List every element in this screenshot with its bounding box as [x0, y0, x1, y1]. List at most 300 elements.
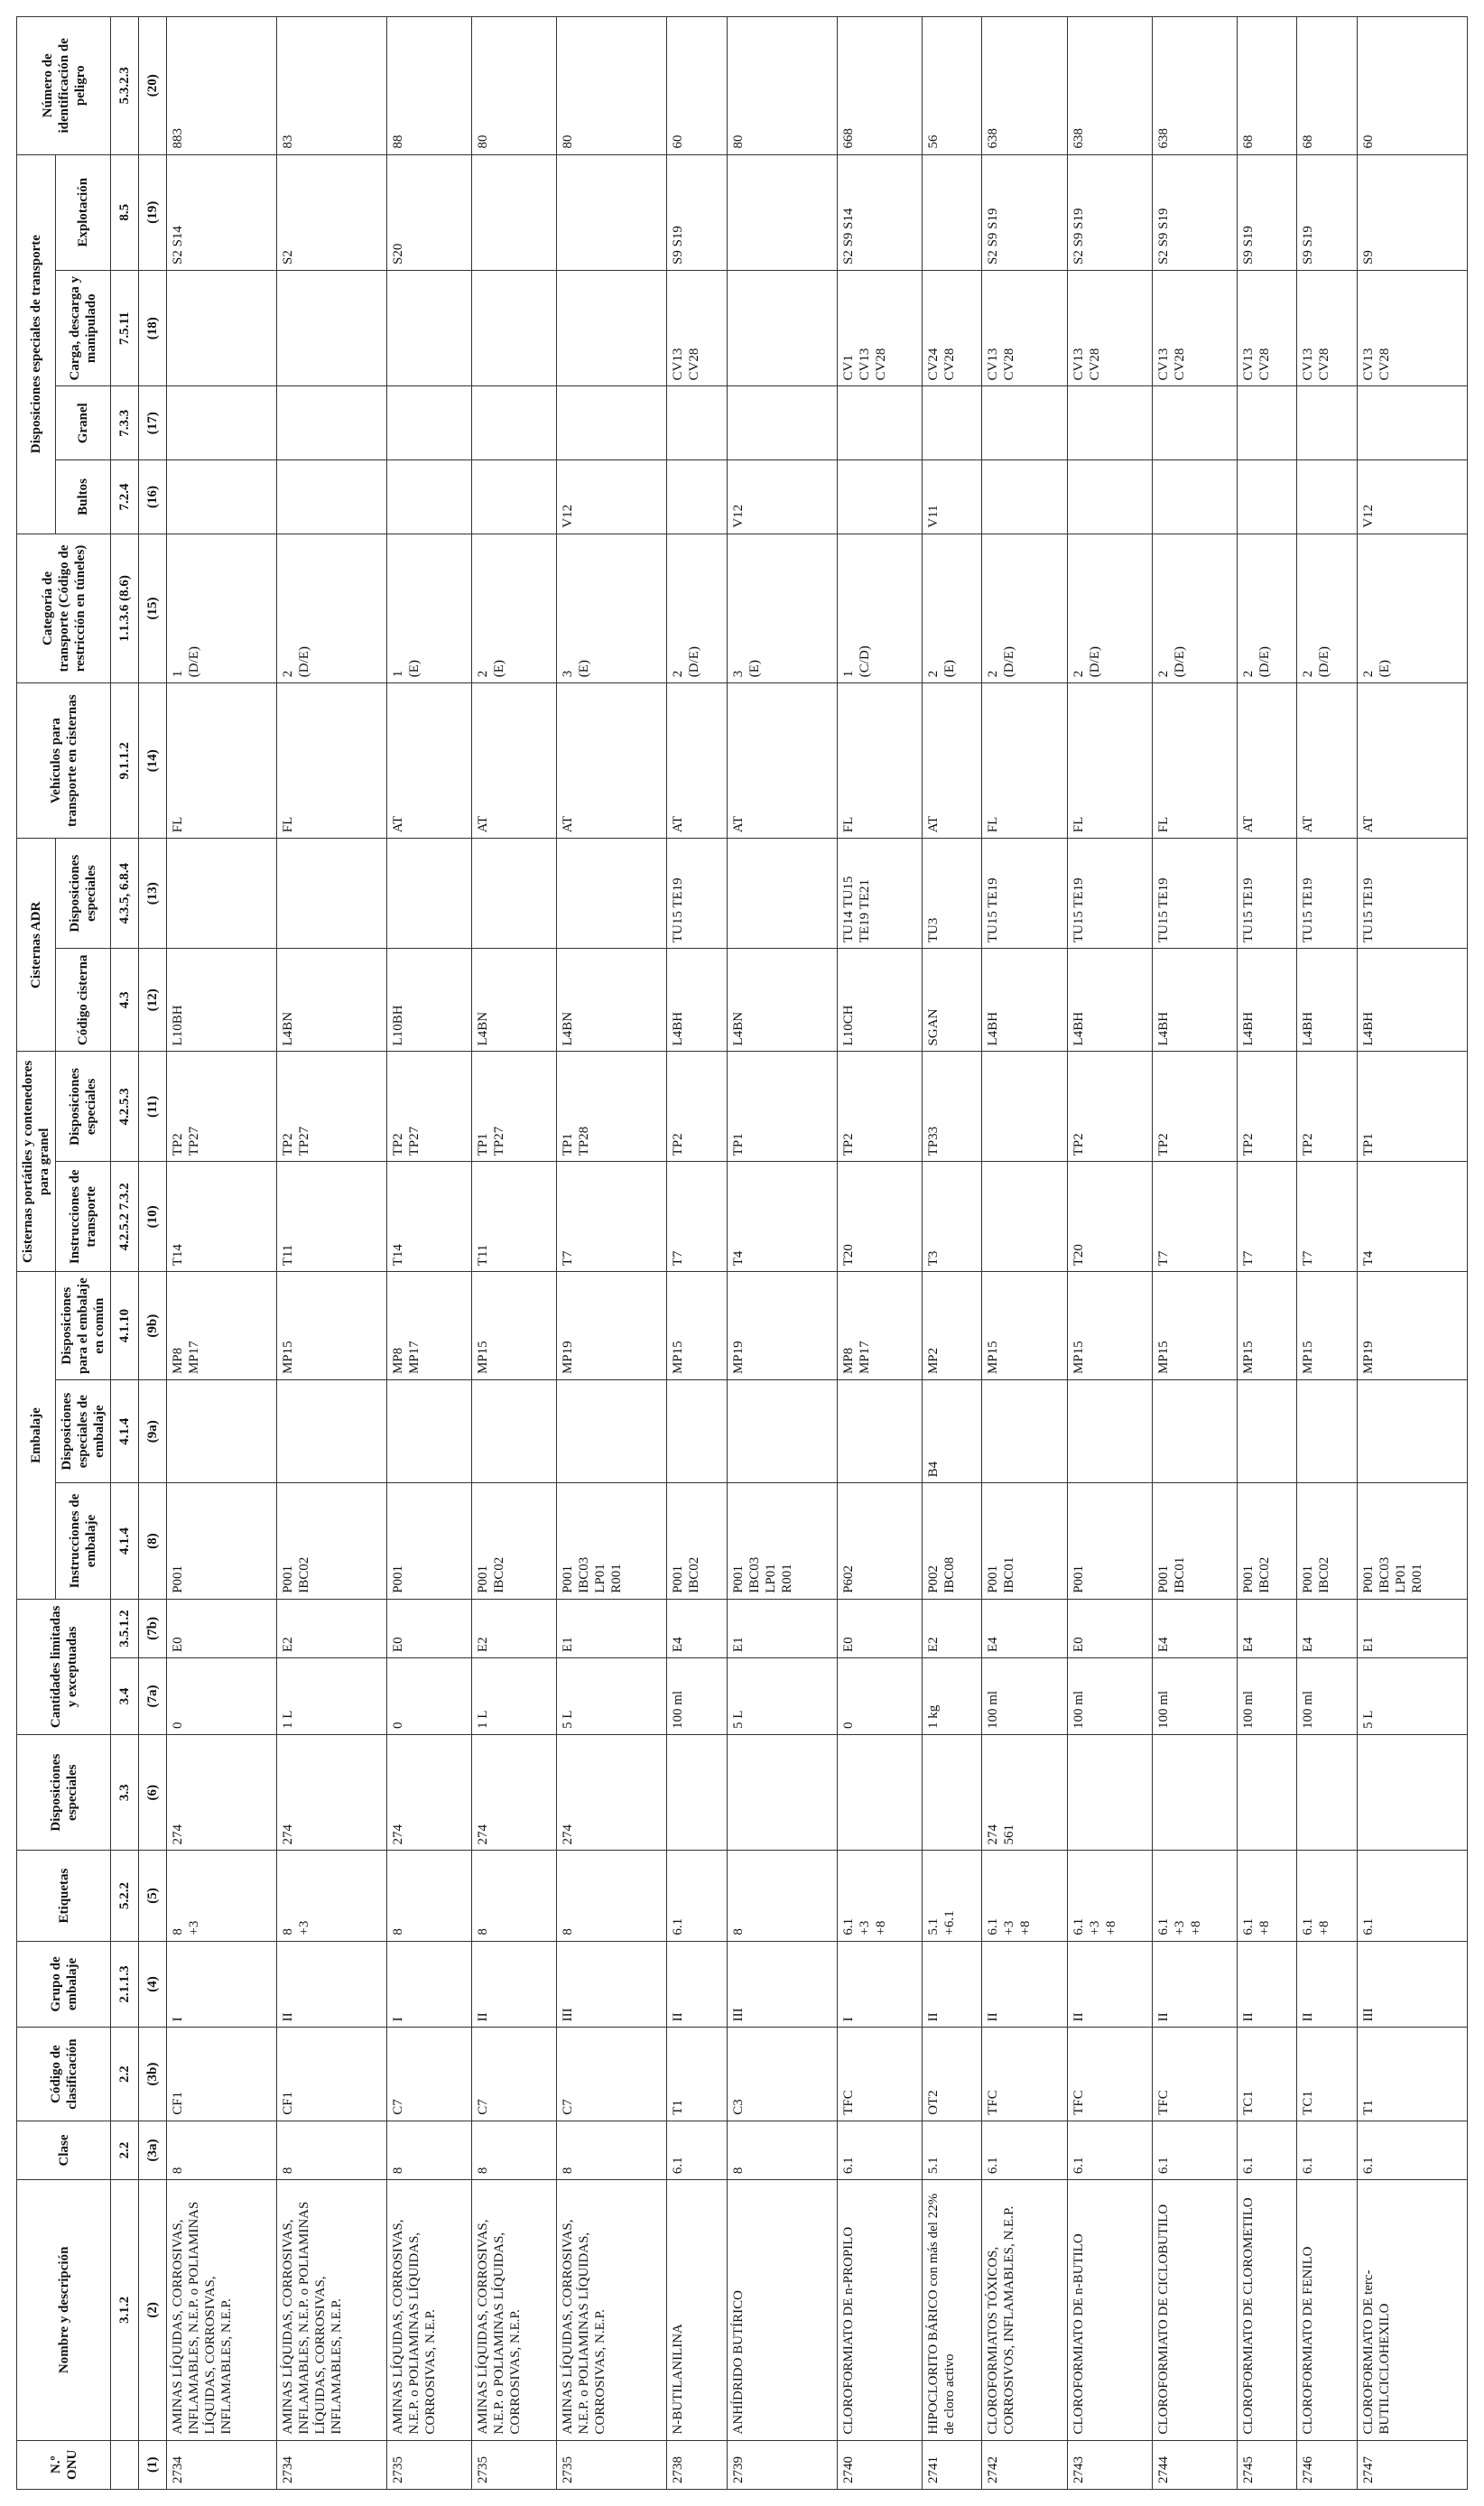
- table-cell: TU3: [923, 839, 982, 949]
- col-number-cell-12: (10): [139, 1162, 167, 1272]
- table-cell: E4: [667, 1599, 727, 1657]
- table-cell: E4: [1297, 1599, 1357, 1657]
- table-cell: 638: [982, 17, 1067, 155]
- table-row: [727, 17, 837, 2490]
- table-cell: 2734: [167, 2440, 277, 2489]
- table-cell: 8: [727, 1851, 837, 1941]
- table-cell: P001 IBC01: [1152, 1483, 1237, 1599]
- table-cell: P001 IBC01: [982, 1483, 1067, 1599]
- table-cell: 2735: [557, 2440, 667, 2489]
- table-cell: T4: [1357, 1162, 1467, 1272]
- table-cell: CF1: [277, 2028, 387, 2121]
- table-cell: 100 ml: [982, 1658, 1067, 1735]
- table-cell: [557, 839, 667, 949]
- table-cell: [923, 154, 982, 270]
- reference-row: [111, 17, 139, 2490]
- table-cell: MP8 MP17: [387, 1272, 472, 1380]
- header-pi: Instrucciones de embalaje: [56, 1483, 111, 1599]
- table-cell: [557, 386, 667, 460]
- table-cell: [277, 271, 387, 386]
- table-cell: CV1 CV13 CV28: [837, 271, 922, 386]
- table-cell: [387, 839, 472, 949]
- table-cell: AT: [667, 683, 727, 839]
- table-cell: T14: [387, 1162, 472, 1272]
- table-row: [1297, 17, 1357, 2490]
- table-cell: P002 IBC08: [923, 1483, 982, 1599]
- table-cell: T11: [472, 1162, 557, 1272]
- table-cell: [982, 460, 1067, 534]
- table-cell: [837, 460, 922, 534]
- table-cell: MP19: [727, 1272, 837, 1380]
- table-cell: P001 IBC02: [1238, 1483, 1297, 1599]
- col-number-cell-15: (13): [139, 839, 167, 949]
- table-cell: [557, 1380, 667, 1483]
- table-cell: 1 (C/D): [837, 534, 922, 682]
- header-packing: Embalaje: [17, 1272, 56, 1599]
- table-cell: 6.1: [1067, 2121, 1152, 2179]
- table-cell: S9: [1357, 154, 1467, 270]
- table-cell: 2 (D/E): [667, 534, 727, 682]
- ref-cell-15: 4.3.5, 6.8.4: [111, 839, 139, 949]
- col-number-cell-20: (18): [139, 271, 167, 386]
- table-cell: MP15: [1152, 1272, 1237, 1380]
- table-row: [1238, 17, 1297, 2490]
- table-cell: T7: [1152, 1162, 1237, 1272]
- table-cell: MP15: [1297, 1272, 1357, 1380]
- table-cell: AT: [557, 683, 667, 839]
- table-cell: L4BN: [727, 949, 837, 1052]
- table-cell: [1297, 1380, 1357, 1483]
- table-cell: II: [277, 1941, 387, 2028]
- table-cell: [1152, 1735, 1237, 1851]
- table-cell: 6.1: [1152, 2121, 1237, 2179]
- table-cell: L10BH: [387, 949, 472, 1052]
- dangerous-goods-table: [16, 16, 1468, 2490]
- table-cell: AT: [1357, 683, 1467, 839]
- table-cell: S2 S9 S19: [1067, 154, 1152, 270]
- table-cell: L4BH: [1152, 949, 1237, 1052]
- table-cell: 6.1 +8: [1297, 1851, 1357, 1941]
- table-cell: [1297, 1735, 1357, 1851]
- table-cell: P001 IBC02: [472, 1483, 557, 1599]
- table-cell: AMINAS LÍQUIDAS, CORROSIVAS, INFLAMABLES, N.E.P. o POLIAMINAS LÍQUIDAS, CORROSIVAS, INFLAMABLES, N.E.P.: [167, 2180, 277, 2440]
- table-cell: [1238, 386, 1297, 460]
- table-cell: L4BH: [1297, 949, 1357, 1052]
- table-cell: 638: [1067, 17, 1152, 155]
- table-cell: 5.1 +6.1: [923, 1851, 982, 1941]
- ref-cell-14: 4.3: [111, 949, 139, 1052]
- table-cell: P001 IBC02: [1297, 1483, 1357, 1599]
- header-bultos: Bultos: [56, 460, 111, 534]
- table-cell: II: [923, 1941, 982, 2028]
- table-cell: FL: [837, 683, 922, 839]
- table-cell: T20: [1067, 1162, 1152, 1272]
- table-cell: CV13 CV28: [1238, 271, 1297, 386]
- header-limited: Cantidades limitadas y exceptuadas: [17, 1599, 111, 1734]
- table-cell: MP15: [277, 1272, 387, 1380]
- table-cell: 2747: [1357, 2440, 1467, 2489]
- table-cell: S20: [387, 154, 472, 270]
- table-cell: 1 kg: [923, 1658, 982, 1735]
- table-cell: [923, 1735, 982, 1851]
- ref-cell-0: [111, 2440, 139, 2489]
- table-cell: 83: [277, 17, 387, 155]
- header-portable: Cisternas portátiles y contenedores para granel: [17, 1052, 56, 1272]
- table-cell: E1: [727, 1599, 837, 1657]
- table-row: [1357, 17, 1467, 2490]
- table-cell: E1: [557, 1599, 667, 1657]
- table-cell: P001 IBC03 LP01 R001: [557, 1483, 667, 1599]
- table-cell: P001: [167, 1483, 277, 1599]
- table-cell: TP1: [727, 1052, 837, 1162]
- table-cell: 5 L: [727, 1658, 837, 1735]
- table-cell: [1067, 1735, 1152, 1851]
- table-cell: 6.1: [1297, 2121, 1357, 2179]
- table-cell: [472, 386, 557, 460]
- table-cell: P001 IBC02: [277, 1483, 387, 1599]
- table-cell: AT: [472, 683, 557, 839]
- table-cell: TP2: [667, 1052, 727, 1162]
- table-cell: [727, 839, 837, 949]
- table-cell: 8 +3: [167, 1851, 277, 1941]
- table-cell: I: [167, 1941, 277, 2028]
- header-tank-code: Código cisterna: [56, 949, 111, 1052]
- table-cell: I: [837, 1941, 922, 2028]
- table-cell: HIPOCLORITO BÁRICO con más del 22% de cloro activo: [923, 2180, 982, 2440]
- table-cell: 6.1 +3 +8: [1067, 1851, 1152, 1941]
- table-cell: TFC: [982, 2028, 1067, 2121]
- table-cell: TU15 TE19: [1152, 839, 1237, 949]
- table-cell: AMINAS LÍQUIDAS, CORROSIVAS, N.E.P. o POLIAMINAS LÍQUIDAS, CORROSIVAS, N.E.P.: [387, 2180, 472, 2440]
- table-cell: E0: [1067, 1599, 1152, 1657]
- table-cell: L10BH: [167, 949, 277, 1052]
- table-cell: T3: [923, 1162, 982, 1272]
- ref-cell-3: 2.2: [111, 2028, 139, 2121]
- ref-cell-2: 2.2: [111, 2121, 139, 2179]
- table-cell: [727, 1380, 837, 1483]
- header-name: Nombre y descripción: [17, 2180, 111, 2440]
- table-cell: 6.1 +3 +8: [1152, 1851, 1237, 1941]
- table-cell: ANHÍDRIDO BUTÍRICO: [727, 2180, 837, 2440]
- table-cell: L4BN: [557, 949, 667, 1052]
- table-cell: 274: [167, 1735, 277, 1851]
- table-cell: 0: [837, 1658, 922, 1735]
- table-cell: T7: [557, 1162, 667, 1272]
- table-cell: TU15 TE19: [1067, 839, 1152, 949]
- table-cell: 2739: [727, 2440, 837, 2489]
- table-cell: 8: [557, 1851, 667, 1941]
- table-cell: II: [982, 1941, 1067, 2028]
- table-cell: L4BN: [277, 949, 387, 1052]
- table-cell: MP19: [1357, 1272, 1467, 1380]
- table-cell: 1 (D/E): [167, 534, 277, 682]
- table-row: [1067, 17, 1152, 2490]
- header-tsp: Disposiciones especiales: [56, 1052, 111, 1162]
- table-cell: 80: [727, 17, 837, 155]
- table-cell: [387, 1380, 472, 1483]
- col-number-cell-10: (9a): [139, 1380, 167, 1483]
- table-cell: TP2: [1152, 1052, 1237, 1162]
- table-cell: T1: [667, 2028, 727, 2121]
- table-cell: 8: [557, 2121, 667, 2179]
- table-row: [837, 17, 922, 2490]
- table-cell: 2734: [277, 2440, 387, 2489]
- table-cell: TFC: [1067, 2028, 1152, 2121]
- header-carga: Carga, descarga y manipulado: [56, 271, 111, 386]
- table-cell: MP15: [472, 1272, 557, 1380]
- table-cell: 100 ml: [667, 1658, 727, 1735]
- table-cell: MP15: [1238, 1272, 1297, 1380]
- table-cell: AMINAS LÍQUIDAS, CORROSIVAS, N.E.P. o POLIAMINAS LÍQUIDAS, CORROSIVAS, N.E.P.: [557, 2180, 667, 2440]
- table-cell: II: [667, 1941, 727, 2028]
- ref-cell-17: 1.1.3.6 (8.6): [111, 534, 139, 682]
- table-cell: L4BN: [472, 949, 557, 1052]
- table-cell: 100 ml: [1067, 1658, 1152, 1735]
- table-cell: III: [727, 1941, 837, 2028]
- table-cell: 80: [557, 17, 667, 155]
- table-cell: T4: [727, 1162, 837, 1272]
- table-cell: 2745: [1238, 2440, 1297, 2489]
- table-cell: AT: [387, 683, 472, 839]
- table-row: [167, 17, 277, 2490]
- table-cell: L4BH: [1238, 949, 1297, 1052]
- table-cell: [1067, 460, 1152, 534]
- table-cell: B4: [923, 1380, 982, 1483]
- table-cell: 8: [167, 2121, 277, 2179]
- table-cell: [667, 1380, 727, 1483]
- table-row: [1152, 17, 1237, 2490]
- ref-cell-1: 3.1.2: [111, 2180, 139, 2440]
- table-cell: P001 IBC02: [667, 1483, 727, 1599]
- table-cell: CV13 CV28: [1152, 271, 1237, 386]
- table-cell: CV13 CV28: [667, 271, 727, 386]
- header-adr-sp: Disposiciones especiales: [56, 839, 111, 949]
- table-cell: [387, 386, 472, 460]
- table-cell: 5.1: [923, 2121, 982, 2179]
- table-cell: C7: [387, 2028, 472, 2121]
- table-cell: N-BUTILANILINA: [667, 2180, 727, 2440]
- table-cell: 8 +3: [277, 1851, 387, 1941]
- table-cell: V12: [727, 460, 837, 534]
- table-cell: [1357, 1735, 1467, 1851]
- table-cell: 3 (E): [727, 534, 837, 682]
- table-cell: [387, 271, 472, 386]
- ref-cell-18: 7.2.4: [111, 460, 139, 534]
- table-cell: 8: [472, 2121, 557, 2179]
- table-cell: 6.1: [837, 2121, 922, 2179]
- table-cell: FL: [167, 683, 277, 839]
- table-cell: 100 ml: [1238, 1658, 1297, 1735]
- col-number-cell-13: (11): [139, 1052, 167, 1162]
- table-cell: FL: [277, 683, 387, 839]
- table-cell: 8: [277, 2121, 387, 2179]
- ref-cell-7: 3.4: [111, 1658, 139, 1735]
- table-cell: MP8 MP17: [167, 1272, 277, 1380]
- table-cell: 6.1: [982, 2121, 1067, 2179]
- ref-cell-5: 5.2.2: [111, 1851, 139, 1941]
- table-cell: 274: [277, 1735, 387, 1851]
- table-cell: E4: [1238, 1599, 1297, 1657]
- ref-cell-16: 9.1.1.2: [111, 683, 139, 839]
- col-number-cell-17: (15): [139, 534, 167, 682]
- table-cell: 2746: [1297, 2440, 1357, 2489]
- table-cell: E0: [837, 1599, 922, 1657]
- table-cell: [982, 1380, 1067, 1483]
- table-cell: 5 L: [1357, 1658, 1467, 1735]
- table-cell: [167, 271, 277, 386]
- header-mixed: Disposiciones para el embalaje en común: [56, 1272, 111, 1380]
- table-cell: II: [1297, 1941, 1357, 2028]
- table-cell: L4BH: [1357, 949, 1467, 1052]
- column-number-row: [139, 17, 167, 2490]
- table-cell: 6.1 +3 +8: [837, 1851, 922, 1941]
- ref-cell-22: 5.3.2.3: [111, 17, 139, 155]
- table-cell: [277, 839, 387, 949]
- table-cell: T7: [1238, 1162, 1297, 1272]
- col-number-cell-6: (6): [139, 1735, 167, 1851]
- table-cell: [167, 1380, 277, 1483]
- col-number-cell-3: (3b): [139, 2028, 167, 2121]
- table-cell: [1067, 1380, 1152, 1483]
- col-number-cell-0: (1): [139, 2440, 167, 2489]
- table-cell: 8: [472, 1851, 557, 1941]
- table-cell: [167, 386, 277, 460]
- table-cell: 8: [387, 2121, 472, 2179]
- table-cell: [837, 1735, 922, 1851]
- table-cell: 6.1: [1357, 1851, 1467, 1941]
- table-cell: S2: [277, 154, 387, 270]
- table-cell: 2 (D/E): [982, 534, 1067, 682]
- table-cell: 56: [923, 17, 982, 155]
- table-cell: 2744: [1152, 2440, 1237, 2489]
- ref-cell-9: 4.1.4: [111, 1483, 139, 1599]
- table-cell: [277, 1380, 387, 1483]
- table-cell: E4: [982, 1599, 1067, 1657]
- table-cell: OT2: [923, 2028, 982, 2121]
- table-cell: 2 (D/E): [1152, 534, 1237, 682]
- table-cell: [1357, 1380, 1467, 1483]
- table-cell: MP15: [667, 1272, 727, 1380]
- table-cell: 6.1: [1238, 2121, 1297, 2179]
- col-number-cell-19: (17): [139, 386, 167, 460]
- table-cell: V11: [923, 460, 982, 534]
- table-cell: S2 S9 S19: [1152, 154, 1237, 270]
- table-cell: 2743: [1067, 2440, 1152, 2489]
- table-cell: E1: [1357, 1599, 1467, 1657]
- header-hazard: Número de identificación de peligro: [17, 17, 111, 155]
- table-cell: [167, 839, 277, 949]
- table-cell: 8: [387, 1851, 472, 1941]
- table-cell: CLOROFORMIATO DE FENILO: [1297, 2180, 1357, 2440]
- table-cell: TU15 TE19: [1357, 839, 1467, 949]
- table-cell: 2735: [472, 2440, 557, 2489]
- ref-cell-10: 4.1.4: [111, 1380, 139, 1483]
- table-cell: [387, 460, 472, 534]
- header-labels: Etiquetas: [17, 1851, 111, 1941]
- table-cell: P001 IBC03 LP01 R001: [727, 1483, 837, 1599]
- table-cell: [837, 386, 922, 460]
- table-cell: 6.1 +3 +8: [982, 1851, 1067, 1941]
- table-cell: [167, 460, 277, 534]
- col-number-cell-1: (2): [139, 2180, 167, 2440]
- ref-cell-6: 3.3: [111, 1735, 139, 1851]
- table-cell: [727, 386, 837, 460]
- table-cell: T7: [1297, 1162, 1357, 1272]
- table-cell: AMINAS LÍQUIDAS, CORROSIVAS, INFLAMABLES, N.E.P. o POLIAMINAS LÍQUIDAS, CORROSIVAS, INFLAMABLES, N.E.P.: [277, 2180, 387, 2440]
- table-cell: T1: [1357, 2028, 1467, 2121]
- table-cell: TC1: [1238, 2028, 1297, 2121]
- table-cell: 668: [837, 17, 922, 155]
- ref-cell-12: 4.2.5.2 7.3.2: [111, 1162, 139, 1272]
- table-cell: TP2: [1067, 1052, 1152, 1162]
- table-cell: 2742: [982, 2440, 1067, 2489]
- table-cell: SGAN: [923, 949, 982, 1052]
- col-number-cell-2: (3a): [139, 2121, 167, 2179]
- table-cell: II: [1238, 1941, 1297, 2028]
- table-cell: TU14 TU15 TE19 TE21: [837, 839, 922, 949]
- col-number-cell-16: (14): [139, 683, 167, 839]
- header-granel: Granel: [56, 386, 111, 460]
- table-cell: [837, 1380, 922, 1483]
- table-cell: P001: [1067, 1483, 1152, 1599]
- table-cell: [1297, 460, 1357, 534]
- table-cell: [667, 386, 727, 460]
- table-cell: [277, 460, 387, 534]
- ref-cell-21: 8.5: [111, 154, 139, 270]
- col-number-cell-11: (9b): [139, 1272, 167, 1380]
- table-cell: CF1: [167, 2028, 277, 2121]
- table-cell: [1152, 1380, 1237, 1483]
- table-cell: CLOROFORMIATO DE n-PROPILO: [837, 2180, 922, 2440]
- table-cell: 638: [1152, 17, 1237, 155]
- table-cell: [982, 1052, 1067, 1162]
- table-cell: C7: [472, 2028, 557, 2121]
- ref-cell-11: 4.1.10: [111, 1272, 139, 1380]
- table-cell: MP15: [1067, 1272, 1152, 1380]
- header-pg: Grupo de embalaje: [17, 1941, 111, 2028]
- table-cell: FL: [1152, 683, 1237, 839]
- table-cell: 100 ml: [1152, 1658, 1237, 1735]
- table-cell: V12: [1357, 460, 1467, 534]
- col-number-cell-14: (12): [139, 949, 167, 1052]
- header-explotacion: Explotación: [56, 154, 111, 270]
- table-cell: [472, 154, 557, 270]
- table-cell: TP2: [1238, 1052, 1297, 1162]
- table-cell: CV13 CV28: [1357, 271, 1467, 386]
- table-cell: [667, 1735, 727, 1851]
- header-vehicle: Vehículos para transporte en cisternas: [17, 683, 111, 839]
- header-transport-sp: Disposiciones especiales de transporte: [17, 154, 56, 534]
- table-cell: [1238, 1380, 1297, 1483]
- table-cell: [727, 1735, 837, 1851]
- table-cell: 0: [387, 1658, 472, 1735]
- table-cell: 2 (E): [1357, 534, 1467, 682]
- table-cell: CV24 CV28: [923, 271, 982, 386]
- table-cell: 2 (D/E): [1067, 534, 1152, 682]
- header-code: Código de clasificación: [17, 2028, 111, 2121]
- table-cell: 60: [1357, 17, 1467, 155]
- table-cell: AT: [1297, 683, 1357, 839]
- table-cell: 100 ml: [1297, 1658, 1357, 1735]
- table-cell: 88: [387, 17, 472, 155]
- table-cell: S2 S14: [167, 154, 277, 270]
- table-cell: TU15 TE19: [667, 839, 727, 949]
- table-cell: [472, 271, 557, 386]
- table-cell: TP2: [837, 1052, 922, 1162]
- table-cell: II: [472, 1941, 557, 2028]
- header-un: N.º ONU: [17, 2440, 111, 2489]
- table-cell: CLOROFORMIATO DE CICLOBUTILO: [1152, 2180, 1237, 2440]
